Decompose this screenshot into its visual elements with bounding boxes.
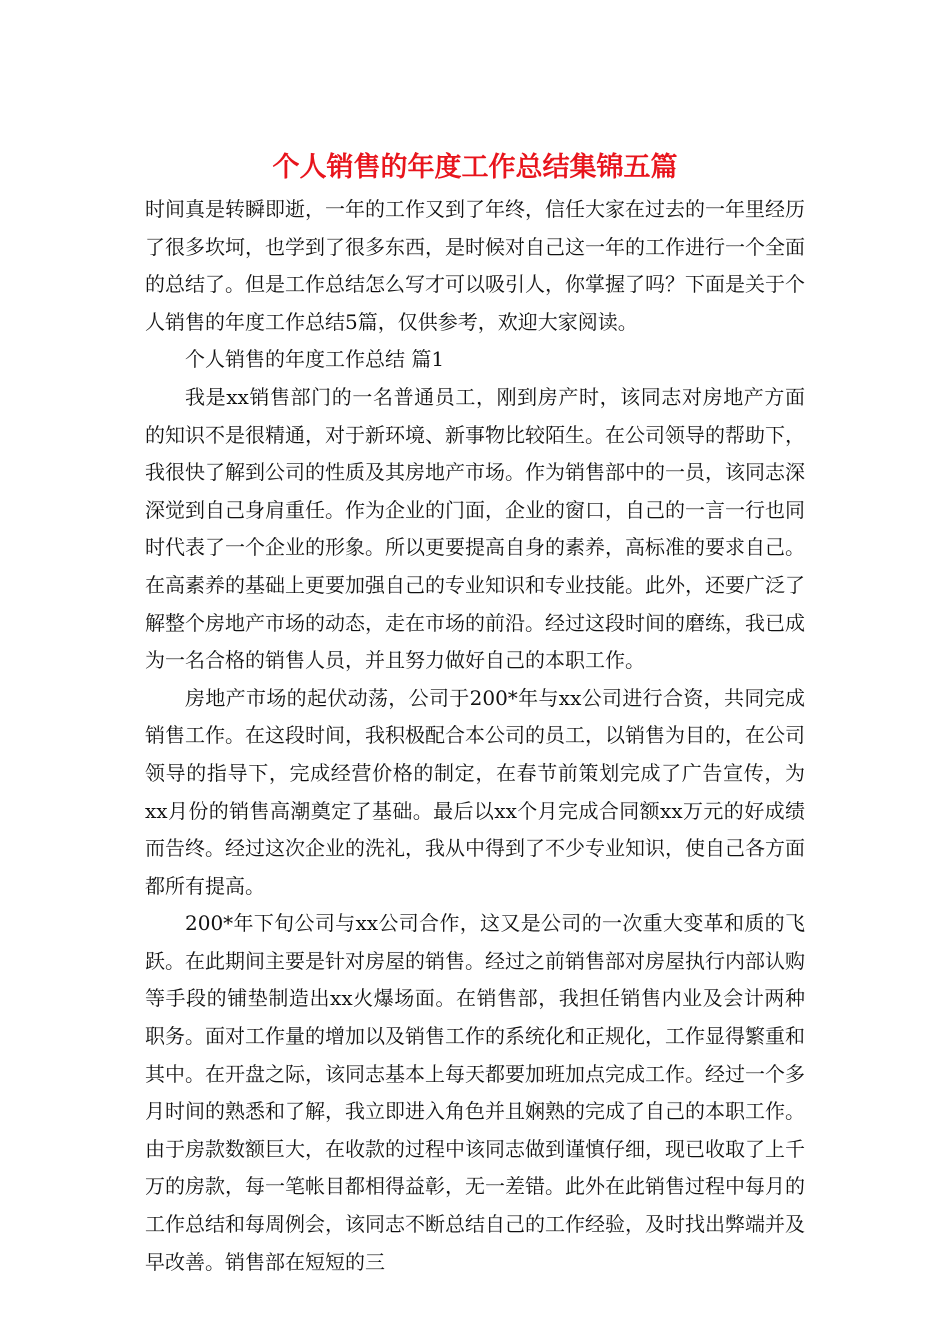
intro-paragraph: 时间真是转瞬即逝，一年的工作又到了年终，信任大家在过去的一年里经历了很多坎坷，也学到了很多东西，是时候对自己这一年的工作进行一个全面的总结了。但是工作总结怎么写才可以吸引人，你掌握了吗？下面是关于个人销售的年度工作总结5篇，仅供参考，欢迎大家阅读。 <box>145 197 805 334</box>
body-paragraph: 我是xx销售部门的一名普通员工，刚到房产时，该同志对房地产方面的知识不是很精通，对于新环境、新事物比较陌生。在公司领导的帮助下，我很快了解到公司的性质及其房地产市场。作为销售部中的一员，该同志深深觉到自己身肩重任。作为企业的门面，企业的窗口，自己的一言一行也同时代表了一个企业的形象。所以更要提高自身的素养，高标准的要求自己。在高素养的基础上更要加强自己的专业知识和专业技能。此外，还要广泛了解整个房地产市场的动态，走在市场的前沿。经过这段时间的磨练，我已成为一名合格的销售人员，并且努力做好自己的本职工作。 <box>145 384 805 673</box>
body-paragraph: 房地产市场的起伏动荡，公司于200*年与xx公司进行合资，共同完成销售工作。在这段时间，我积极配合本公司的员工，以销售为目的，在公司领导的指导下，完成经营价格的制定，在春节前策划完成了广告宣传，为xx月份的销售高潮奠定了基础。最后以xx个月完成合同额xx万元的好成绩而告终。经过这次企业的洗礼，我从中得到了不少专业知识，使自己各方面都所有提高。 <box>145 685 805 898</box>
section-heading: 个人销售的年度工作总结 篇1 <box>185 347 445 372</box>
document-body <box>145 191 805 1281</box>
body-paragraph: 200*年下旬公司与xx公司合作，这又是公司的一次重大变革和质的飞跃。在此期间主要是针对房屋的销售。经过之前销售部对房屋执行内部认购等手段的铺垫制造出xx火爆场面。在销售部，我担任销售内业及会计两种职务。面对工作量的增加以及销售工作的系统化和正规化，工作显得繁重和其中。在开盘之际，该同志基本上每天都要加班加点完成工作。经过一个多月时间的熟悉和了解，我立即进入角色并且娴熟的完成了自己的本职工作。由于房款数额巨大，在收款的过程中该同志做到谨慎仔细，现已收取了上千万的房款，每一笔帐目都相得益彰，无一差错。此外在此销售过程中每月的工作总结和每周例会，该同志不断总结自己的工作经验，及时找出弊端并及早改善。销售部在短短的三 <box>145 911 805 1274</box>
document-title: 个人销售的年度工作总结集锦五篇 <box>272 152 678 183</box>
